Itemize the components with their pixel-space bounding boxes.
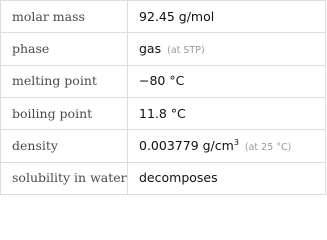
property-name-cell xyxy=(1,97,128,129)
property-value: 92.45 g/mol xyxy=(139,8,215,24)
property-name-cell xyxy=(1,65,128,97)
property-name-cell xyxy=(1,162,128,194)
property-value-cell xyxy=(128,162,326,194)
property-value-cell xyxy=(128,97,326,129)
property-name: solubility in water xyxy=(12,170,127,186)
property-note: (at STP) xyxy=(167,44,205,56)
table-row xyxy=(1,162,326,194)
property-value: gas xyxy=(139,40,162,56)
property-value: decomposes xyxy=(139,170,218,186)
property-value-cell xyxy=(128,1,326,33)
table-row xyxy=(1,65,326,97)
property-value-text: 0.003779 g/cm xyxy=(139,137,234,153)
property-name: melting point xyxy=(12,73,97,89)
table-row xyxy=(1,33,326,65)
property-value xyxy=(139,138,239,153)
property-name: phase xyxy=(12,40,50,56)
property-value: −80 °C xyxy=(139,73,185,89)
property-value-cell xyxy=(128,33,326,65)
unit-exponent: 3 xyxy=(233,137,239,147)
property-name-cell xyxy=(1,33,128,65)
table-row xyxy=(1,1,326,33)
property-name: density xyxy=(12,137,58,153)
property-note: (at 25 °C) xyxy=(244,141,292,153)
property-name-cell xyxy=(1,130,128,162)
property-name: boiling point xyxy=(12,105,93,121)
property-name-cell xyxy=(1,1,128,33)
property-name: molar mass xyxy=(12,8,85,24)
table-row xyxy=(1,97,326,129)
property-value-cell xyxy=(128,65,326,97)
property-value-cell xyxy=(128,130,326,162)
table-row xyxy=(1,130,326,162)
property-value: 11.8 °C xyxy=(139,105,186,121)
